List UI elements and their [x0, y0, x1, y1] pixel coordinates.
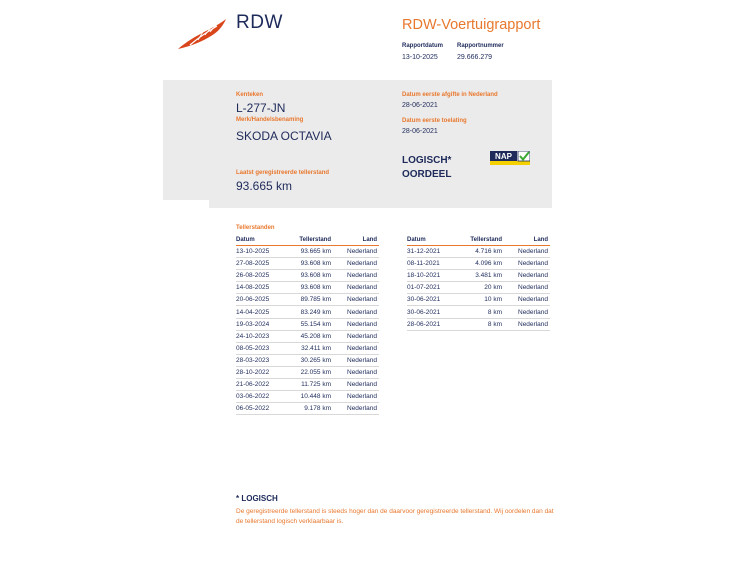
- table-row: [236, 342, 379, 354]
- reading-country: Nederland: [504, 282, 550, 294]
- table-row: [236, 330, 379, 342]
- col-reading-header: Tellerstand: [296, 235, 333, 246]
- reading-date: 19-03-2024: [236, 318, 296, 330]
- make-value: SKODA OCTAVIA: [236, 129, 332, 143]
- reading-date: 28-10-2022: [236, 366, 296, 378]
- table-row: [236, 379, 379, 391]
- reading-date: 06-05-2022: [236, 403, 296, 415]
- odometer-value: 93.665 km: [236, 179, 293, 193]
- col-date-header: Datum: [407, 235, 467, 246]
- report-number-value: 29.666.279: [457, 54, 493, 61]
- vehicle-summary-panel: [163, 80, 552, 208]
- table-row: [236, 306, 379, 318]
- reading-date: 20-06-2025: [236, 294, 296, 306]
- table-row: [236, 246, 379, 258]
- table-row: [407, 258, 550, 270]
- reading-country: Nederland: [333, 330, 379, 342]
- footnote-text: De geregistreerde tellerstand is steeds hoger dan de daarvoor geregistreerde tellerstand. Wij oordelen dan dat de tellerstand logisch verklaarbaar is.: [236, 508, 554, 525]
- reading-date: 24-10-2023: [236, 330, 296, 342]
- table-row: [236, 354, 379, 366]
- col-reading-header: Tellerstand: [467, 235, 504, 246]
- reading-value: 4.096 km: [467, 258, 504, 270]
- brand-name: RDW: [236, 12, 283, 33]
- reading-country: Nederland: [333, 294, 379, 306]
- reading-date: 30-06-2021: [407, 294, 467, 306]
- table-row: [407, 282, 550, 294]
- table-row: [236, 403, 379, 415]
- reading-date: 27-08-2025: [236, 258, 296, 270]
- readings-table-left: [236, 235, 379, 415]
- reading-value: 8 km: [467, 306, 504, 318]
- reading-date: 28-03-2023: [236, 354, 296, 366]
- reading-value: 55.154 km: [296, 318, 333, 330]
- readings-table-right: [407, 235, 550, 331]
- reading-country: Nederland: [333, 379, 379, 391]
- col-country-header: Land: [504, 235, 550, 246]
- table-row: [407, 246, 550, 258]
- reading-value: 83.249 km: [296, 306, 333, 318]
- reading-date: 08-05-2023: [236, 342, 296, 354]
- col-date-header: Datum: [236, 235, 296, 246]
- table-row: [407, 270, 550, 282]
- reading-value: 32.411 km: [296, 342, 333, 354]
- reading-value: 93.608 km: [296, 258, 333, 270]
- report-number-label: Rapportnummer: [457, 43, 504, 49]
- reading-value: 8 km: [467, 318, 504, 330]
- table-row: [407, 294, 550, 306]
- reading-date: 14-04-2025: [236, 306, 296, 318]
- verdict-text: LOGISCH* OORDEEL: [402, 155, 452, 180]
- report-title: RDW-Voertuigrapport: [402, 17, 541, 33]
- reading-country: Nederland: [333, 318, 379, 330]
- reading-date: 13-10-2025: [236, 246, 296, 258]
- report-date-label: Rapportdatum: [402, 43, 443, 49]
- reading-value: 10.448 km: [296, 391, 333, 403]
- reading-value: 93.608 km: [296, 282, 333, 294]
- reading-country: Nederland: [504, 246, 550, 258]
- reading-date: 01-07-2021: [407, 282, 467, 294]
- reading-country: Nederland: [333, 282, 379, 294]
- make-label: Merk/Handelsbenaming: [236, 117, 304, 123]
- reading-value: 9.178 km: [296, 403, 333, 415]
- reading-value: 22.055 km: [296, 366, 333, 378]
- reading-value: 30.265 km: [296, 354, 333, 366]
- reading-value: 89.785 km: [296, 294, 333, 306]
- reading-country: Nederland: [333, 270, 379, 282]
- reading-country: Nederland: [333, 403, 379, 415]
- reading-value: 93.608 km: [296, 270, 333, 282]
- reading-country: Nederland: [504, 258, 550, 270]
- table-row: [236, 270, 379, 282]
- reading-date: 08-11-2021: [407, 258, 467, 270]
- reading-country: Nederland: [333, 342, 379, 354]
- nap-logo-icon: [490, 151, 530, 165]
- reading-value: 20 km: [467, 282, 504, 294]
- reading-country: Nederland: [333, 366, 379, 378]
- reading-value: 10 km: [467, 294, 504, 306]
- reading-value: 3.481 km: [467, 270, 504, 282]
- reading-country: Nederland: [333, 306, 379, 318]
- reading-country: Nederland: [333, 354, 379, 366]
- reading-date: 21-06-2022: [236, 379, 296, 391]
- table-row: [236, 294, 379, 306]
- first-nl-label: Datum eerste afgifte in Nederland: [402, 92, 498, 98]
- reading-country: Nederland: [504, 270, 550, 282]
- reading-date: 18-10-2021: [407, 270, 467, 282]
- reading-country: Nederland: [504, 294, 550, 306]
- reading-country: Nederland: [333, 391, 379, 403]
- table-row: [407, 306, 550, 318]
- reading-country: Nederland: [504, 318, 550, 330]
- plate-value: L-277-JN: [236, 101, 286, 115]
- reading-value: 4.716 km: [467, 246, 504, 258]
- reading-value: 11.725 km: [296, 379, 333, 391]
- reading-date: 28-06-2021: [407, 318, 467, 330]
- table-row: [407, 318, 550, 330]
- rdw-logo-icon: [176, 18, 228, 52]
- first-admission-value: 28-06-2021: [402, 128, 438, 135]
- table-row: [236, 318, 379, 330]
- first-nl-value: 28-06-2021: [402, 102, 438, 109]
- reading-date: 26-08-2025: [236, 270, 296, 282]
- odometer-label: Laatst geregistreerde tellerstand: [236, 170, 330, 176]
- reading-country: Nederland: [504, 306, 550, 318]
- reading-date: 03-06-2022: [236, 391, 296, 403]
- nap-logo-text: NAP: [495, 152, 512, 161]
- report-date-value: 13-10-2025: [402, 54, 438, 61]
- table-row: [236, 366, 379, 378]
- reading-country: Nederland: [333, 258, 379, 270]
- readings-title: Tellerstanden: [236, 225, 275, 231]
- reading-value: 93.665 km: [296, 246, 333, 258]
- table-row: [236, 258, 379, 270]
- footnote-title: * LOGISCH: [236, 494, 278, 503]
- reading-country: Nederland: [333, 246, 379, 258]
- reading-date: 14-08-2025: [236, 282, 296, 294]
- first-admission-label: Datum eerste toelating: [402, 118, 467, 124]
- table-row: [236, 282, 379, 294]
- panel-notch: [163, 200, 209, 210]
- reading-value: 45.208 km: [296, 330, 333, 342]
- reading-date: 30-06-2021: [407, 306, 467, 318]
- table-row: [236, 391, 379, 403]
- col-country-header: Land: [333, 235, 379, 246]
- reading-date: 31-12-2021: [407, 246, 467, 258]
- plate-label: Kenteken: [236, 92, 264, 98]
